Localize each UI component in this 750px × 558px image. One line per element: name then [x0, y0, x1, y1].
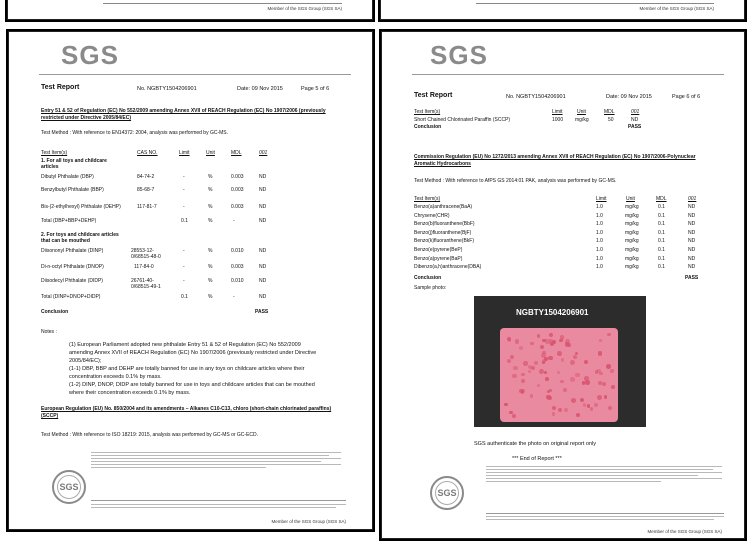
pellet — [606, 364, 611, 369]
conclusion-label: Conclusion — [41, 309, 69, 315]
group-heading-2: 2. For toys and childcare articles that can be mouthed — [41, 232, 119, 244]
col-unit: Unit — [626, 196, 635, 202]
pellet — [557, 371, 560, 374]
pellet — [512, 414, 516, 418]
col-001: 001 — [688, 196, 697, 202]
test-method-2: Test Method : With reference to ISO 18219: 2015, analysis was performed by GC-MS or GC-ECD. — [41, 432, 259, 438]
photo-authentication: SGS authenticate the photo on original report only — [474, 441, 596, 447]
note-line: where their concentration exceeds 0.1% by mass. — [69, 390, 191, 396]
footer-member: Member of the SGS Group (SGS SA) — [271, 519, 346, 524]
pellet — [570, 360, 575, 365]
conclusion-value: PASS — [255, 309, 269, 315]
report-number: No. NGBTY1504206901 — [506, 94, 566, 100]
col-test-item: Test Item(s) — [41, 150, 68, 156]
end-of-report: *** End of Report *** — [512, 456, 562, 462]
col-cas: CAS NO. — [137, 150, 158, 156]
pellet — [585, 380, 590, 385]
pellet — [540, 345, 544, 349]
pellet — [580, 398, 584, 402]
pellet — [528, 365, 532, 369]
report-date: Date: 09 Nov 2015 — [237, 86, 283, 92]
page-number: Page 5 of 6 — [301, 86, 330, 92]
note-line: (1-1) DBP, BBP and DEHP are totally banned for use in any toys on childcare articles where their — [69, 366, 305, 372]
pellet — [530, 342, 533, 345]
report-title: Test Report — [414, 92, 453, 99]
test-method: Test Method : With reference to AfPS GS 2014:01 PAK, analysis was performed by GC-MS. — [414, 178, 617, 184]
top-strip-left — [7, 0, 373, 20]
note-line: concentration exceeds 0.1% by mass. — [69, 374, 162, 380]
top-strip-left-member: Member of the SGS Group (SGS SA) — [267, 6, 342, 11]
pellet — [545, 339, 549, 343]
report-page-6: SGS Test Report No. NGBTY1504206901 Date: 09 Nov 2015 Page 6 of 6 Test Item(s) Limit Unit MDL 001 Short Chained Chlorinated Paraffin (SCCP) 1000 mg/kg 50 ND Conclusion PASS Commission Regulation (EU) No 1272/2013 amending Annex XVII of REACH Regulation (EC) No 1907/2006-Polynuclear Aromatic Hydrocarbons Test Method : With reference to AfPS GS 2014:01 PAK, analysis was performed by GC-MS. Test Item(s) Limit Unit MDL 001 Benzo(a)anthracene(BaA) 1.0 mg/kg 0.1 ND Chrysene(CHR) 1.0 mg/kg 0.1 ND Benzo(b)fluoranthene(BbF) 1.0 mg/kg 0.1 ND Benzo(j)fluoranthene(BjF) 1.0 mg/kg 0.1 ND Benzo(k)fluoranthene(BkF) 1.0 mg/kg 0.1 ND Benzo(e)pyrene(BeP) 1.0 mg/kg 0.1 ND Benzo(a)pyrene(BaP) 1.0 mg/kg 0.1 ND Dibenzo(a,h)anthracene(DBA) 1.0 mg/kg 0.1 ND Conclusion PASS Sample photo: NGBTY1504206901 SGS authenticate the photo on original report only *** End of Report *** SGS Member of the SGS Group (SGS SA) — [381, 31, 745, 539]
legal-fineprint — [486, 466, 722, 488]
section-title-pah: Commission Regulation (EU) No 1272/2013 amending Annex XVII of REACH Regulation (EC) No 1907/2006-Polynuclear Aromatic Hydrocarbons — [414, 154, 696, 167]
report-page-5: SGS Test Report No. NGBTY1504206901 Date: 09 Nov 2015 Page 5 of 6 Entry 51 & 52 of Regulation (EC) No 552/2009 amending Annex XVII of REACH Regulation (EC) No 1907/2006 (previously restricted under Directive 2005/84/EC) Test Method : With reference to EN14372: 2004, analysis was performed by GC-MS. Test Item(s) CAS NO. Limit Unit MDL 001 1. For all toys and childcare articles Dibutyl Phthalate (DBP) 84-74-2 - % 0.003 ND Benzylbutyl Phthalate (BBP) 85-68-7 - % 0.003 ND Bis-(2-ethylhexyl) Phthalate (DEHP) 117-81-7 - % 0.003 ND Total (DBP+BBP+DEHP) 0.1 % - ND 2. For toys and childcare articles that can be mouthed Diisononyl Phthalate (DINP) 28553-12-0/68515-48-0 - % 0.010 ND Di-n-octyl Phthalate (DNOP) 117-84-0 - % 0.003 ND Diisodecyl Phthalate (DIDP) 26761-40-0/68515-49-1 - % 0.010 ND Total (DINP+DNOP+DIDP) 0.1 % - ND Conclusion PASS Notes : (1) European Parliament adopted new phthalate Entry 51 & 52 of Regulation (EC) No 552/2009 amending Annex XVII of REACH Regulation (EC) No 1907/2006 (previously restricted under Directive 2005/84/EC); (1-1) DBP, BBP and DEHP are totally banned for use in any toys on childcare articles where their concentration exceeds 0.1% by mass. (1-2) DINP, DNOP, DIDP are totally banned for use in toys and childcare articles that can be mouthed where their concentration exceeds 0.1% by mass. European Regulation (EU) No. 850/2004 and its amendments – Alkanes C10-C13, chloro (short-chain chlorinated paraffins) (SCCP) Test Method : With reference to ISO 18219: 2015, analysis was performed by GC-MS or GC-ECD. SGS Member of the SGS Group (SGS SA) — [8, 31, 373, 530]
pellet — [597, 395, 602, 400]
report-number: No. NGBTY1504206901 — [137, 86, 197, 92]
conclusion2-value: PASS — [685, 275, 699, 281]
col-limit: Limit — [179, 150, 190, 156]
photo-caption: NGBTY1504206901 — [516, 308, 589, 317]
col-limit: Limit — [596, 196, 607, 202]
note-line: (1) European Parliament adopted new phthalate Entry 51 & 52 of Regulation (EC) No 552/2009 — [69, 342, 301, 348]
pellet — [530, 394, 534, 398]
pellet — [515, 339, 519, 343]
pellet — [584, 360, 588, 364]
note-line: (1-2) DINP, DNOP, DIDP are totally banned for use in toys and childcare articles that can be mouthed — [69, 382, 315, 388]
conclusion-label: Conclusion — [414, 124, 442, 130]
page-number: Page 6 of 6 — [672, 94, 701, 100]
col-unit: Unit — [577, 109, 586, 115]
test-method-1: Test Method : With reference to EN14372: 2004, analysis was performed by GC-MS. — [41, 130, 229, 136]
col-mdl: MDL — [604, 109, 615, 115]
footer-member: Member of the SGS Group (SGS SA) — [647, 529, 722, 534]
conclusion-value: PASS — [628, 124, 642, 130]
col-limit: Limit — [552, 109, 563, 115]
pellet — [548, 356, 552, 360]
col-001: 001 — [259, 150, 268, 156]
sgs-seal: SGS — [52, 470, 86, 504]
pellet — [598, 351, 602, 355]
top-strip-right-member: Member of the SGS Group (SGS SA) — [639, 6, 714, 11]
pellet — [507, 337, 511, 341]
group-heading-1: 1. For all toys and childcare articles — [41, 158, 107, 170]
pellet — [590, 407, 593, 410]
note-line: 2005/84/EC); — [69, 358, 102, 364]
pellet — [602, 382, 606, 386]
col-001: 001 — [631, 109, 640, 115]
pellet — [552, 412, 555, 415]
col-mdl: MDL — [656, 196, 667, 202]
section-title-sccp: European Regulation (EU) No. 850/2004 and its amendments – Alkanes C10-C13, chloro (short-chain chlorinated paraffins) (SCCP) — [41, 406, 332, 419]
address-fineprint — [486, 516, 724, 538]
report-title: Test Report — [41, 84, 80, 91]
report-date: Date: 09 Nov 2015 — [606, 94, 652, 100]
col-test-item: Test Item(s) — [414, 109, 441, 115]
note-line: amending Annex XVII of REACH Regulation (EC) No 1907/2006 (previously restricted under Directive — [69, 350, 317, 356]
conclusion2-label: Conclusion — [414, 275, 442, 281]
sgs-logo: SGS — [430, 40, 488, 70]
sample-photo — [474, 296, 646, 427]
pellet — [537, 334, 540, 337]
sgs-logo: SGS — [61, 40, 119, 70]
pellet — [546, 395, 550, 399]
pellet — [557, 351, 561, 355]
sgs-seal: SGS — [430, 476, 464, 510]
pellet — [583, 403, 586, 406]
pellet — [607, 333, 611, 337]
top-strip-right — [380, 0, 745, 20]
pellet — [512, 374, 516, 378]
pellet — [564, 408, 568, 412]
col-mdl: MDL — [231, 150, 242, 156]
pellet — [576, 413, 580, 417]
pellet — [545, 377, 549, 381]
pellet — [507, 359, 511, 363]
pellet — [549, 333, 553, 337]
col-unit: Unit — [206, 150, 215, 156]
pellet — [571, 398, 576, 403]
pellet — [504, 403, 507, 406]
pellet — [594, 403, 598, 407]
legal-fineprint — [91, 452, 341, 474]
sample-photo-label: Sample photo: — [414, 285, 447, 291]
section-title-reach: Entry 51 & 52 of Regulation (EC) No 552/2009 amending Annex XVII of REACH Regulation (EC) No 1907/2006 (previously restricted under Directive 2005/84/EC) — [41, 108, 326, 121]
notes-label: Notes : — [41, 329, 57, 335]
pellet — [610, 369, 613, 372]
pellet — [547, 390, 550, 393]
pellet — [513, 366, 517, 370]
pellet — [570, 377, 575, 382]
col-test-item: Test Item(s) — [414, 196, 441, 202]
pellet — [565, 342, 569, 346]
pellet — [523, 361, 528, 366]
